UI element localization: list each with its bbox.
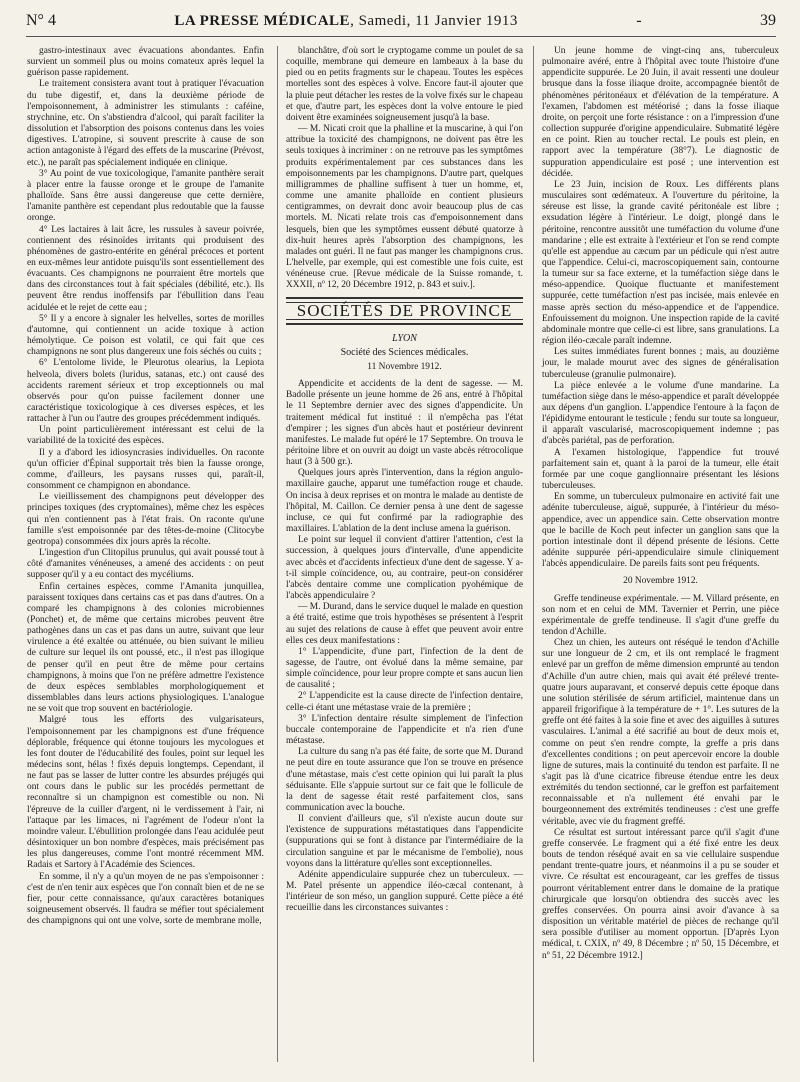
paragraph: En somme, il n'y a qu'un moyen de ne pas s'empoisonner : c'est de n'en tenir aux espèces que l'on connaît bien et de ne se fier, pour cette connaissance, qu'aux caractères botaniques soigneusement observés. Il faudra se méfier tout spécialement des champignons qui ont une volve, sorte de membrane molle, [27, 871, 264, 927]
paragraph: Malgré tous les efforts des vulgarisateurs, l'empoisonnement par les champignons est d'une fréquence déplorable, fréquence qui étonne toujours les mycologues et les font douter de l'éducabilité des foules, point sur lequel les médecins sont, hélas ! fixés depuis longtemps. Cependant, il ne faut pas se lasser de lutter contre les absurdes préjugés qui ont cours dans le public sur les procédés permettant de reconnaître si un champignon est comestible ou non. Ni l'épreuve de la cuiller d'argent, ni le verdissement à l'air, ni l'attaque par les limaces, ni l'agrément de l'odeur n'ont la moindre valeur. L'ébullition prolongée dans l'eau acidulée peut désintoxiquer un bon nombre d'espèces, mais précisément pas les plus dangereuses, comme l'ont montré récemment MM. Radais et Sartory à l'Académie des Sciences. [27, 715, 264, 871]
issue-number: N° 4 [26, 12, 56, 29]
paragraph: Le point sur lequel il convient d'attirer l'attention, c'est la succession, à quelques jours d'intervalle, d'une appendicite avec abcès et d'accidents infectieux d'une dent de sagesse. Y a-t-il simple coïncidence, ou, au contraire, peut-on considérer l'abcès dentaire comme une complication pyohémique de l'abcès appendiculaire ? [286, 535, 523, 602]
paragraph: Enfin certaines espèces, comme l'Amanita junquillea, paraissent toxiques dans certains cas et pas dans d'autres. On a comparé les champignons à des colonies microbiennes (Ponchet) et, de même que certains microbes peuvent être pathogènes dans un cas et pas dans un autre, suivant que leur virulence a été exaltée ou atténuée, ou bien suivant le milieu de culture sur lequel ils ont poussé, etc., il n'est pas illogique de penser qu'il en peut être de même pour certains champignons, à moins que l'on ne préfère admettre l'existence de deux espèces semblables morphologiquement et dissemblables dans leurs actions physiologiques. L'analogue ne se voit que trop souvent en bactériologie. [27, 581, 264, 715]
paragraph: 4° Les lactaires à lait âcre, les russules à saveur poivrée, contiennent des résinoïdes irritants qui produisent des phénomènes de gastro-entérite en général précoces et portent en eux-mêmes leur antidote puisqu'ils sont essentiellement des évacuants. Ces champignons ne pourraient être mortels que dans des circonstances tout à fait spéciales (débilité, etc.). Ils peuvent être rendus inoffensifs par l'ébullition dans l'eau acidulée et le rejet de cette eau ; [27, 224, 264, 313]
paragraph: L'ingestion d'un Clitopilus prunulus, qui avait poussé tout à côté d'amanites vénéneuses, a amené des accidents : on peut supposer qu'il y a eu contact des mycéliums. [27, 548, 264, 581]
session-date: 11 Novembre 1912. [367, 361, 442, 372]
section-heading: SOCIÉTÉS DE PROVINCE [286, 302, 523, 319]
paragraph: Ce résultat est surtout intéressant parce qu'il s'agit d'une greffe conservée. Le fragment qui a été fixé entre les deux bouts de tendon réséqué avait en sa vie cellulaire suspendue pendant trente-quatre jours, et néanmoins il a pu se souder et vivre. Ce résultat est encourageant, car les greffes de tissus pourront véritablement entrer dans le domaine de la pratique chirurgicale que lorsqu'on obtiendra des succès avec les greffes conservées. On pourra ainsi avoir d'avance à sa disposition un véritable matériel de pièces de rechange qu'il sera possible d'utiliser au moment opportun. [D'après Lyon médical, t. CXIX, nº 49, 8 Décembre ; nº 50, 15 Décembre, et nº 51, 22 Décembre 1912.] [542, 827, 779, 961]
journal-title: LA PRESSE MÉDICALE [174, 13, 351, 29]
column-rule [277, 46, 278, 1062]
column-middle [286, 46, 523, 915]
header-dash: - [636, 12, 642, 29]
paragraph: — M. Durand, dans le service duquel le malade en question a été traité, estime que trois hypothèses se présentent à l'esprit au sujet des relations de cause à effet que peuvent avoir entre elles ces deux manifestations : [286, 602, 523, 646]
paragraph: Les suites immédiates furent bonnes ; mais, au douzième jour, le malade mourut avec des signes de généralisation tuberculeuse (granulie pulmonaire). [542, 347, 779, 380]
paragraph: En somme, un tuberculeux pulmonaire en activité fait une adénite tuberculeuse, aiguë, suppurée, à l'intérieur du méso-appendice, avec un appendice sain. Cette observation montre que le bacille de Koch peut infecter un ganglion sans que la portion intestinale dont il dépend présente de lésions. Cette adénite suppurée péri-appendiculaire simule cliniquement l'abcès appendiculaire. De pareils faits sont peu fréquents. [542, 492, 779, 570]
paragraph: — M. Nicati croit que la phalline et la muscarine, à qui l'on attribue la toxicité des champignons, ne doivent pas être les seuls toxiques à incriminer : on ne retrouve pas les symptômes produits expérimentalement par ces substances dans les empoisonnements par les champignons. D'autre part, quelques milligrammes de phalline suffisent à tuer un homme, et, comme une amanite phalloïde en contient plusieurs centigrammes, on devrait donc avoir beaucoup plus de cas mortels. M. Nicati relate trois cas d'empoisonnement dans lesquels, bien que les symptômes eussent débuté quatorze à dix-huit heures après l'absorption des champignons, les malades ont guéri. Il ne faut pas manger les champignons crus. L'helvelle, par exemple, qui est comestible une fois cuite, est vénéneuse crue. [Revue médicale de la Suisse romande, t. XXXII, nº 12, 20 Décembre 1912, p. 843 et suiv.]. [286, 124, 523, 291]
page-number: 39 [759, 12, 776, 29]
paragraph: Quelques jours après l'intervention, dans la région angulo-maxillaire gauche, apparut une tuméfaction rouge et chaude. On incisa à deux reprises et on montra le malade au dentiste de l'hôpital, M. Caillon. Ce dernier pensa à une dent de sagesse incluse, ce qui fut confirmé par la radiographie des maxillaires. L'ablation de la dent incluse amena la guérison. [286, 468, 523, 535]
paragraph: gastro-intestinaux avec évacuations abondantes. Enfin survient un sommeil plus ou moins comateux après lequel la guérison passe rapidement. [27, 46, 264, 79]
paragraph: Le 23 Juin, incision de Roux. Les différents plans musculaires sont œdémateux. A l'ouverture du péritoine, la séreuse est lisse, la grande cavité péritonéale est libre ; exsudation légère à l'intérieur. Le doigt, plongé dans le péritoine, rencontre aussitôt une tuméfaction du volume d'une mandarine ; elle est extraite à l'extérieur et l'on se rend compte qu'elle est appendue au cæcum par un pédicule qui n'est autre que l'appendice. Celui-ci, macroscopiquement sain, contourne la tumeur sur sa face externe, et la tuméfaction siège dans le méso-appendice. Quoique fluctuante et manifestement suppurée, cette tuméfaction n'est pas incisée, mais enlevée en masse après section du méso-appendice et de l'appendice. Enfouissement du moignon. Une inspection rapide de la cavité abdominale montre que celle-ci est libre, sans granulations. La région iléo-cæcale paraît indemne. [542, 179, 779, 347]
society-city: LYON [392, 332, 417, 344]
paragraph: Il convient d'ailleurs que, s'il n'existe aucun doute sur l'existence de suppurations métastatiques dans l'appendicite (suppurations qui se font à distance par l'intermédiaire de la circulation sanguine et par le mécanisme de l'embolie), nous voyons dans la littérature qu'elles sont exceptionnelles. [286, 814, 523, 869]
paragraph: Un jeune homme de vingt-cinq ans, tuberculeux pulmonaire avéré, entre à l'hôpital avec toute l'histoire d'une appendicite suppurée. Le 20 Juin, il avait ressenti une douleur brusque dans la fosse iliaque droite, accompagnée bientôt de phénomènes péritonéaux et d'élévation de la température. A l'examen, l'abdomen est météorisé ; dans la fosse iliaque droite, on perçoit une forte résistance : on a l'impression d'une collection suppurée d'origine appendiculaire. Submatité légère en ce point. Rien au toucher rectal. Le pouls est plein, en rapport avec la température (38°7). Le diagnostic de suppuration appendiculaire est posé ; une intervention est décidée. [542, 46, 779, 179]
paragraph: Un point particulièrement intéressant est celui de la variabilité de la toxicité des espèces. [27, 425, 264, 447]
section-heading-box [286, 297, 523, 324]
masthead [174, 13, 517, 30]
paragraph: Il y a d'abord les idiosyncrasies individuelles. On raconte qu'un officier d'Épinal supportait très bien la fausse oronge, comme, d'ailleurs, les paysans russes qui, paraît-il, consomment ce champignon en abondance. [27, 447, 264, 492]
paragraph: La culture du sang n'a pas été faite, de sorte que M. Durand ne peut dire en toute assurance que l'on se trouve en présence d'une métastase, mais c'est cette opinion qui lui paraît la plus séduisante. Elle s'appuie surtout sur ce fait que le follicule de la dent de sagesse était resté parfaitement clos, sans communication avec la bouche. [286, 747, 523, 813]
paragraph: Appendicite et accidents de la dent de sagesse. — M. Badolle présente un jeune homme de 26 ans, entré à l'hôpital le 11 Septembre dernier avec des signes d'appendicite. Un traitement médical fut institué : il n'empêcha pas l'état d'empirer ; les signes d'un abcès haut et postérieur devinrent manifestes. Le malade fut opéré le 17 Septembre. On trouva le péritoine libre et on ouvrit au doigt un vaste abcès rétrocolique haut (3 à 500 gr.). [286, 379, 523, 468]
paragraph: Le vieillissement des champignons peut développer des principes toxiques (des cryptomaïnes), même chez les espèces qui n'en contiennent pas à l'état frais. On raconte qu'une famille s'est empoisonnée par des têtes-de-moine (Clitocybe geotropa) consommées dix jours après la récolte. [27, 492, 264, 547]
paragraph: Chez un chien, les auteurs ont réséqué le tendon d'Achille sur une longueur de 2 cm, et ils ont remplacé le fragment enlevé par un greffon de même dimension emprunté au tendon d'Achille d'un autre chien, mais qui avait été prélevé trente-quatre jours auparavant, et conservé depuis cette époque dans une solution stérilisée de sérum artificiel, maintenue dans un appareil frigorifique à la température de + 1°. Les sutures de la greffe ont été faites à la soie fine et avec des aiguilles à sutures vasculaires. L'animal a été sacrifié au bout de deux mois et, comme on peut s'en rendre compte, la greffe a pris dans d'excellentes conditions ; on peut apercevoir encore la double ligne de sutures, mais la continuité du tendon est parfaite. Il ne s'agit pas là d'une cicatrice fibreuse étendue entre les deux extrémités du tendon sectionné, car le greffon est parfaitement reconnaissable et n'a nullement été envahi par le bourgeonnement des extrémités tendineuses : c'est une greffe véritable, avec vie du fragment greffé. [542, 638, 779, 827]
paragraph: 6° L'entolome livide, le Pleurotus olearius, la Lepiota helveola, divers bolets (luridus, satanas, etc.) ont causé des accidents rarement sérieux et trop exceptionnels ou mal observés pour qu'on puisse facilement donner une caractéristique toxicologique à ces diverses espèces, et les rattacher à l'un ou l'autre des groupes précédemment indiqués. [27, 358, 264, 425]
paragraph: Le traitement consistera avant tout à pratiquer l'évacuation du tube digestif, et, dans la deuxième période de l'empoisonnement, à administrer les stimulants : caféine, strychnine, etc. On s'abstiendra d'alcool, qui paraît faciliter la dissolution et l'absorption des poisons contenus dans les voies digestives. L'atropine, si souvent prescrite à cause de son action antagoniste à l'égard des effets de la muscarine (Prévost, etc.), ne paraît pas spécialement indiquée en clinique. [27, 79, 264, 168]
paragraph: 5° Il y a encore à signaler les helvelles, sortes de morilles d'automne, qui contiennent un acide toxique à action hémolytique. Ce poison est volatil, ce qui fait que ces champignons ne sont plus dangereux une fois séchés ou cuits ; [27, 313, 264, 358]
paragraph: La pièce enlevée a le volume d'une mandarine. La tuméfaction siège dans le méso-appendice et paraît développée aux dépens d'un ganglion. L'appendice l'entoure à la façon de l'épididyme entourant le testicule ; fendu sur toute sa longueur, il apparaît vascularisé, macroscopiquement indemne ; pas d'abcès pariétal, pas de perforation. [542, 380, 779, 447]
page-header [26, 12, 776, 37]
paragraph: 1° L'appendicite, d'une part, l'infection de la dent de sagesse, de l'autre, ont évolué dans la même semaine, par simple coïncidence, pour leur propre compte et sans aucun lien de causalité ; [286, 646, 523, 691]
paragraph: Greffe tendineuse expérimentale. — M. Villard présente, en son nom et en celui de MM. Tavernier et Perrin, une pièce expérimentale de greffe tendineuse. Il s'agit d'une greffe du tendon d'Achille. [542, 593, 779, 637]
column-left [27, 46, 264, 927]
paragraph: blanchâtre, d'où sort le cryptogame comme un poulet de sa coquille, membrane qui demeure en lambeaux à la base du pied ou en petits fragments sur le chapeau. Toutes les espèces mortelles sont des espèces à volve. Encore faut-il ajouter que la pluie peut détacher les restes de la volve fixés sur le chapeau et que, d'autre part, les espèces dont la volve entoure le pied doivent être examinées soigneusement jusqu'à la base. [286, 46, 523, 123]
session-date: 20 Novembre 1912. [623, 576, 698, 587]
column-rule [533, 46, 534, 1062]
issue-date: , Samedi, 11 Janvier 1913 [350, 13, 518, 29]
paragraph: A l'examen histologique, l'appendice fut trouvé parfaitement sain et, quant à la paroi de la tumeur, elle était formée par une coque ganglionnaire présentant les lésions tuberculeuses. [542, 447, 779, 492]
column-right [542, 46, 779, 962]
society-name: Société des Sciences médicales. [340, 346, 469, 358]
paragraph: 3° Au point de vue toxicologique, l'amanite panthère serait à placer entre la fausse oronge et le groupe de l'amanite phalloïde. Sans être aussi dangereuse que cette dernière, l'amanite panthère est cependant plus redoutable que la fausse oronge. [27, 168, 264, 224]
paragraph: 2° L'appendicite est la cause directe de l'infection dentaire, celle-ci étant une métastase vraie de la première ; [286, 691, 523, 713]
paragraph: 3° L'infection dentaire résulte simplement de l'infection buccale contemporaine de l'appendicite et n'a rien d'une métastase. [286, 713, 523, 747]
paragraph: Adénite appendiculaire suppurée chez un tuberculeux. — M. Patel présente un appendice iléo-cæcal contenant, à l'intérieur de son méso, un ganglion suppuré. Cette pièce a été recueillie dans les circonstances suivantes : [286, 869, 523, 914]
